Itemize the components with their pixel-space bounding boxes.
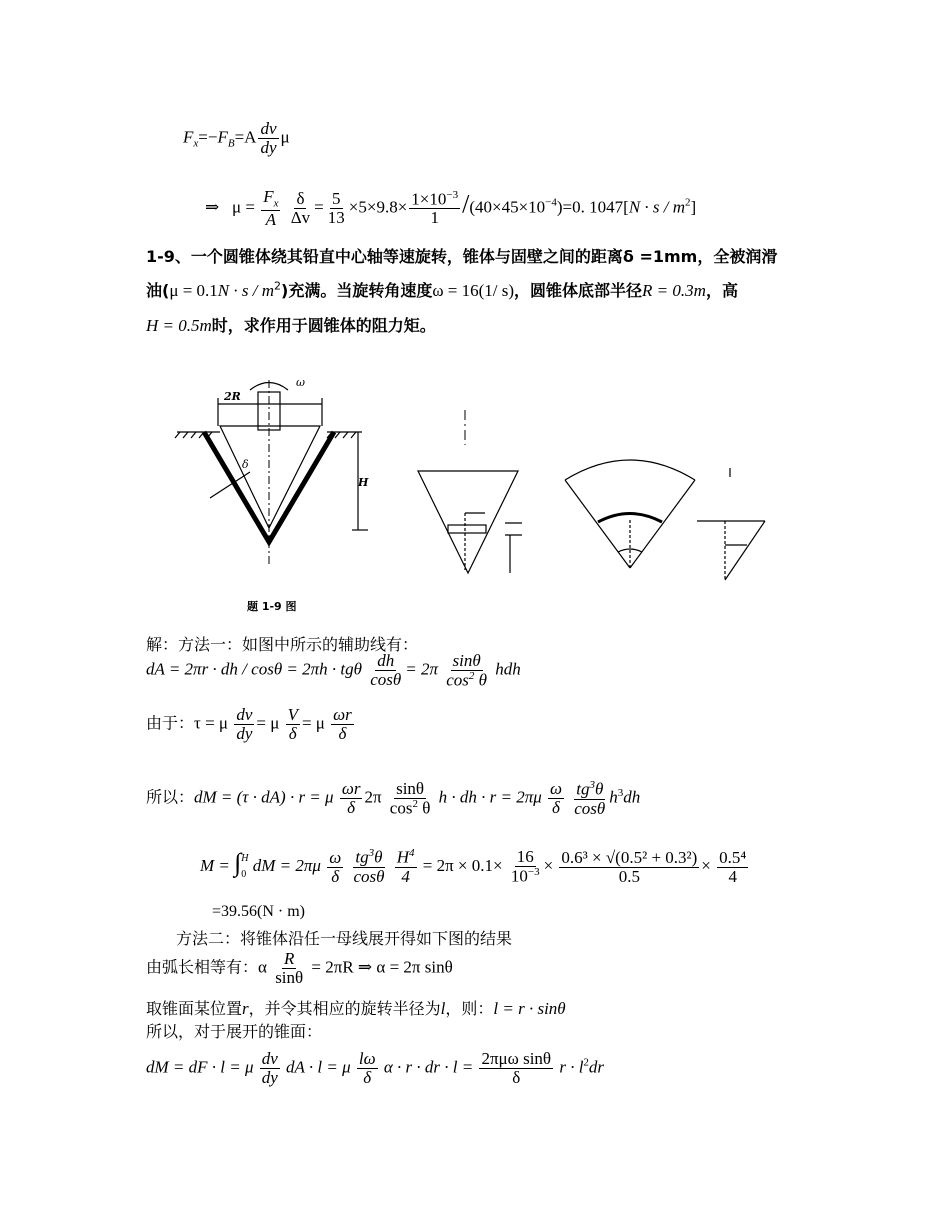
sector-edge-right [630, 480, 695, 568]
figure-triangle [695, 465, 775, 585]
fraction-dv-dy [234, 706, 254, 743]
fraction-omega-delta [548, 780, 564, 817]
denominator: cosθ [370, 670, 402, 690]
theta: θ [474, 670, 488, 690]
denominator: 10 [510, 866, 528, 886]
operator: = [314, 197, 324, 217]
solution-intro: 解：方法一：如图中所示的辅助线有： [146, 635, 419, 654]
fraction-tg3-cos [572, 780, 607, 817]
fraction-2pi-mu-omega [479, 1050, 553, 1087]
exponent: −3 [527, 866, 540, 879]
fraction-1e-3 [409, 190, 460, 227]
expression: = 2π × 0.1× [422, 856, 503, 875]
expression: dA = 2πr · dh / cosθ = 2πh · tgθ [146, 659, 362, 679]
numerator: 0.6³ × √(0.5² + 0.3²) [561, 847, 698, 867]
numerator: 2πμω sinθ [481, 1049, 552, 1068]
denominator: sinθ [275, 967, 304, 987]
implies-arrow: ⇒ [205, 197, 220, 217]
expression: = 2πR ⇒ α = 2π sinθ [311, 957, 453, 977]
fraction-R-sin [273, 950, 305, 987]
upper-limit: H [241, 853, 249, 865]
denominator: 4 [728, 866, 737, 886]
denominator: cosθ [574, 798, 606, 818]
text: 油( [146, 281, 170, 300]
operator: = 2π [405, 659, 438, 679]
numerator: F [263, 187, 274, 206]
delta-label: δ [242, 458, 249, 471]
denominator: 0.5 [618, 866, 640, 886]
equation-dM2 [146, 1050, 604, 1087]
mu-value: μ = 0.1 [169, 281, 218, 300]
integral-sign: ∫ [234, 848, 242, 877]
expression: h [609, 787, 618, 807]
denominator: δ [512, 1067, 521, 1087]
big-slash: / [462, 189, 470, 219]
label-H: H [358, 476, 369, 489]
numerator: sinθ [396, 779, 425, 798]
exponent: 2 [468, 669, 475, 682]
expression: dr [588, 1057, 605, 1077]
numerator: 5 [332, 189, 341, 209]
operator: =A [234, 127, 257, 147]
method-two: 方法二：将锥体沿任一母线展开得如下图的结果 [176, 929, 513, 948]
bracket: ] [690, 197, 697, 217]
var-l: l [440, 999, 446, 1018]
fraction-dv-dy [260, 1050, 280, 1087]
expression: r · l [559, 1057, 584, 1077]
denominator: δ [331, 866, 340, 886]
numerator: dv [260, 119, 277, 138]
denominator: 13 [327, 207, 345, 227]
var-F: F [217, 127, 228, 147]
operator: × [701, 856, 711, 875]
fraction-dh-cos [368, 652, 403, 689]
height-value: H = 0.5m [146, 316, 212, 335]
fraction-0.5-4 [717, 849, 748, 886]
var-F: F [183, 127, 194, 147]
numerator: dh [377, 651, 395, 671]
numerator: R [283, 949, 295, 968]
unit: N · s / m [628, 197, 686, 217]
exponent: 2 [412, 797, 418, 810]
equation-M [200, 848, 750, 886]
fraction-dv-dy [258, 120, 278, 157]
exponent: 4 [409, 847, 415, 860]
operator: =− [198, 127, 218, 147]
fraction-16-1e-3 [509, 848, 542, 885]
cone-outline [418, 471, 518, 573]
denominator: δ [363, 1067, 372, 1087]
expression: h · dh · r = 2πμ [438, 787, 542, 807]
prefix: 所以： [146, 787, 195, 807]
numerator: δ [296, 189, 305, 209]
figure-caption: 题 1-9 图 [247, 600, 297, 613]
problem-line-3 [146, 313, 436, 336]
lower-limit: 0 [241, 869, 247, 881]
numerator: sinθ [452, 651, 481, 670]
subscript: B [227, 137, 235, 150]
label-2R: 2R [224, 390, 241, 403]
denominator: dy [261, 1067, 278, 1087]
text: )充满。当旋转角速度 [281, 281, 433, 300]
denominator: cos [389, 798, 413, 818]
equation-dA [146, 652, 521, 689]
text: ，高 [705, 281, 738, 300]
expression: dM = (τ · dA) · r = μ [194, 787, 334, 807]
text: 时，求作用于圆锥体的阻力矩。 [211, 316, 436, 335]
denominator: δ [338, 723, 347, 743]
equation-mu [205, 188, 696, 229]
fraction-V-delta [286, 706, 300, 743]
numerator: ω [329, 847, 342, 867]
equation-force [183, 120, 290, 157]
text: ，并令其相应的旋转半径为 [248, 999, 441, 1018]
expression: dM = 2πμ [252, 856, 321, 875]
numerator: tg [355, 848, 369, 868]
expression: τ = μ [194, 713, 229, 733]
expression: dh [623, 787, 641, 807]
product: ×5×9.8× [348, 197, 408, 217]
numerator: lω [358, 1049, 376, 1068]
slant-edge [725, 521, 765, 580]
fraction-omega-r [340, 780, 363, 817]
expression: dM = dF · l = μ [146, 1057, 254, 1077]
denominator: dy [236, 723, 253, 743]
equation-tau [146, 706, 356, 743]
subscript: x [193, 137, 199, 150]
operator: 2π [364, 787, 382, 807]
numerator: ωr [341, 779, 361, 799]
radius-value: R = 0.3m [642, 281, 706, 300]
denominator: cos [446, 670, 469, 690]
expression: α · r · dr · l = [383, 1057, 474, 1077]
exponent: 3 [589, 779, 595, 791]
numerator: dv [236, 705, 253, 724]
operator: = μ [301, 713, 325, 733]
omega-label: ω [296, 376, 305, 389]
figure-cone-strip [410, 405, 540, 580]
mu-label: μ = [232, 197, 255, 217]
denominator: δ [552, 798, 560, 818]
numerator: ω [550, 779, 563, 799]
equation-dM [146, 780, 640, 817]
problem-line-1: 1-9、一个圆锥体绕其铅直中心轴等速旋转，锥体与固壁之间的距离δ =1mm，全被润滑 [146, 247, 778, 266]
denominator: δ [347, 798, 356, 818]
figure-unfolded-sector [560, 450, 700, 575]
numerator: dv [261, 1049, 278, 1068]
fraction-fx-a [261, 188, 280, 229]
denominator: A [265, 209, 277, 229]
denominator: Δv [290, 207, 311, 227]
mu-symbol: μ [280, 127, 290, 147]
text: ，则： [445, 999, 494, 1018]
unit: N · s / m [217, 281, 274, 300]
numerator: 0.5⁴ [719, 847, 747, 867]
var-r: r [242, 999, 249, 1018]
operator: = μ [256, 713, 280, 733]
fraction-omega-delta [327, 849, 343, 886]
prefix: 由弧长相等有： [146, 957, 259, 977]
fraction-H4-4 [395, 848, 417, 885]
exponent: 3 [368, 847, 375, 860]
operator: × [543, 856, 554, 875]
text: 取锥面某位置 [146, 999, 243, 1018]
numerator: 1×10 [411, 189, 447, 209]
expression: dA · l = μ [286, 1057, 351, 1077]
numerator: 16 [516, 847, 534, 867]
theta: θ [594, 779, 604, 799]
denominator: 1 [430, 208, 439, 228]
denominator-expression: (40×45×10 [469, 197, 546, 217]
figure-cone-groove [172, 370, 382, 590]
theta: θ [374, 848, 383, 868]
exponent: 2 [685, 196, 691, 209]
problem-line-2 [146, 278, 738, 301]
prefix: 由于： [146, 713, 195, 733]
fraction-omega-r-delta [331, 706, 354, 743]
text: ，圆锥体底部半径 [514, 281, 643, 300]
theta: θ [417, 798, 431, 818]
exponent: 2 [274, 279, 281, 293]
numerator: tg [576, 779, 590, 799]
exponent: 3 [617, 786, 624, 799]
sector-arc [565, 460, 695, 480]
omega-value: ω = 16(1/ s) [432, 281, 515, 300]
denominator: 4 [401, 866, 410, 886]
denominator: δ [288, 723, 297, 743]
exponent: 2 [583, 1056, 589, 1069]
numerator: V [287, 705, 298, 724]
sector-edge-left [565, 480, 630, 568]
take-position-line [146, 996, 566, 1019]
denominator: cosθ [353, 866, 385, 886]
exponent: −4 [545, 196, 557, 209]
fraction-5-13 [326, 190, 347, 227]
numerator: ωr [333, 705, 352, 724]
strip [448, 525, 486, 533]
fraction-l-omega-delta [357, 1050, 378, 1087]
alpha: α [258, 957, 267, 977]
fraction-sin-cos2 [388, 780, 433, 817]
fraction-delta-dv [289, 190, 312, 227]
denominator: dy [260, 137, 277, 157]
fraction-tg3-cos [351, 848, 386, 885]
result-value: )=0. 1047[ [556, 197, 629, 217]
subscript: x [273, 197, 279, 210]
exponent: −3 [446, 188, 459, 201]
expression: M = [200, 856, 230, 875]
numerator: H [396, 848, 409, 868]
fraction-geometry [559, 849, 699, 886]
result-line: =39.56(N · m) [212, 903, 306, 920]
fraction-sin-cos2 [444, 652, 489, 689]
so-line: 所以，对于展开的锥面： [146, 1022, 323, 1041]
expression: l = r · sinθ [493, 999, 566, 1018]
expression: hdh [495, 659, 521, 679]
equation-arc [146, 950, 453, 987]
